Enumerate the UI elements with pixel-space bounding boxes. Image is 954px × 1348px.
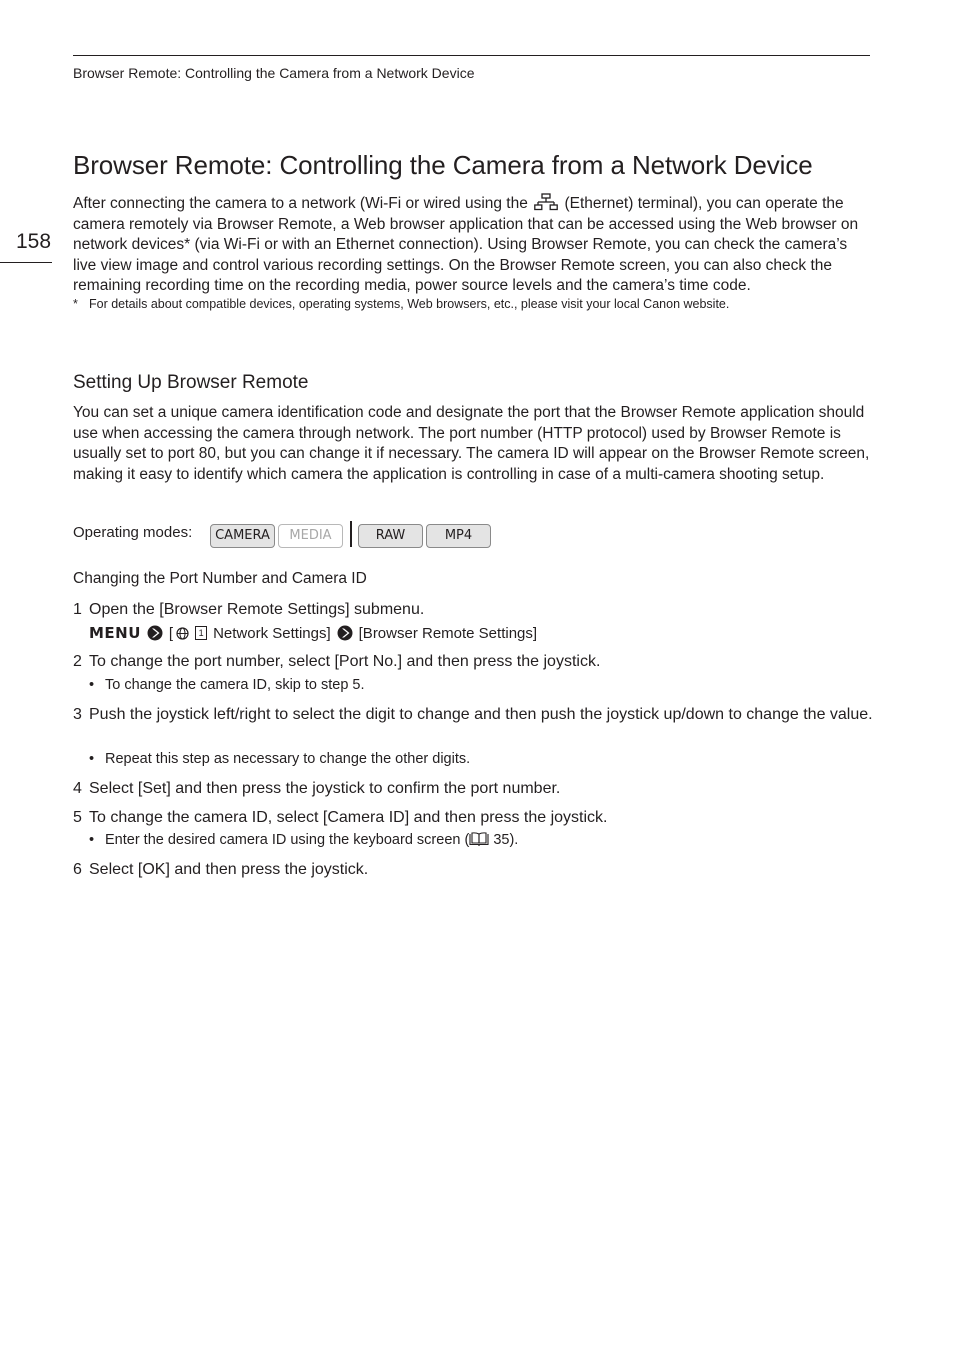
- section-title: Setting Up Browser Remote: [73, 372, 309, 393]
- ethernet-icon: [534, 193, 558, 211]
- arrow-right-icon: [337, 625, 353, 641]
- step-4: 4 Select [Set] and then press the joystick to confirm the port number.: [73, 780, 561, 797]
- intro-paragraph: After connecting the camera to a network (Wi-Fi or wired using the (Ethernet) terminal), you can operate the camera remotely via Browser Remote, a Web browser application that can be accessed using the Web browser on network devices* (via Wi-Fi or with an Ethernet connection). Using Browser Remote, you can check the camera’s live view image and control various recording settings. On the Browser Remote screen, you can also check the remaining recording time on the recording media, power source levels and the camera’s time code.: [73, 195, 859, 294]
- mode-media-badge: MEDIA: [278, 524, 343, 548]
- mode-mp4-badge: MP4: [426, 524, 491, 548]
- menu-page-number-box: 1: [195, 626, 207, 640]
- mode-camera-badge: CAMERA: [210, 524, 275, 548]
- mode-raw-badge: RAW: [358, 524, 423, 548]
- step-5-bullet: • Enter the desired camera ID using the keyboard screen ( 35).: [89, 832, 519, 848]
- operating-modes-label: Operating modes:: [73, 524, 193, 541]
- header-rule: [73, 55, 870, 56]
- step-5: 5 To change the camera ID, select [Camera ID] and then press the joystick.: [73, 809, 608, 826]
- step-3-bullet: • Repeat this step as necessary to change the other digits.: [89, 751, 471, 767]
- network-globe-icon: [176, 627, 189, 640]
- step-3: 3 Push the joystick left/right to select the digit to change and then push the joystick up/down to change the value.: [73, 706, 873, 723]
- section-paragraph: You can set a unique camera identification code and designate the port that the Browser Remote application should use when accessing the camera through network. The port number (HTTP protocol) used by Browser Remote is usually set to port 80, but you can change it if necessary. The camera ID will appear on the Browser Remote screen, making it easy to identify which camera the application is controlling in case of a multi-camera shooting setup.: [73, 404, 870, 483]
- menu-path: MENU [ 1 Network Settings] [Browser Remote Settings]: [89, 624, 538, 642]
- subsection-title: Changing the Port Number and Camera ID: [73, 570, 367, 587]
- menu-label: MENU: [89, 624, 141, 642]
- arrow-right-icon: [147, 625, 163, 641]
- mode-separator: [350, 521, 352, 547]
- footnote: * For details about compatible devices, operating systems, Web browsers, etc., please visit your local Canon website.: [73, 297, 730, 311]
- running-header: Browser Remote: Controlling the Camera from a Network Device: [73, 65, 475, 81]
- book-reference-icon: [469, 832, 489, 846]
- step-1: 1 Open the [Browser Remote Settings] submenu.: [73, 601, 425, 618]
- step-2-bullet: • To change the camera ID, skip to step 5.: [89, 677, 365, 693]
- step-6: 6 Select [OK] and then press the joystick.: [73, 861, 369, 878]
- step-2: 2 To change the port number, select [Port No.] and then press the joystick.: [73, 653, 601, 670]
- page-title: Browser Remote: Controlling the Camera from a Network Device: [73, 150, 813, 180]
- page-number-rule: [0, 262, 52, 263]
- page-number: 158: [16, 230, 52, 253]
